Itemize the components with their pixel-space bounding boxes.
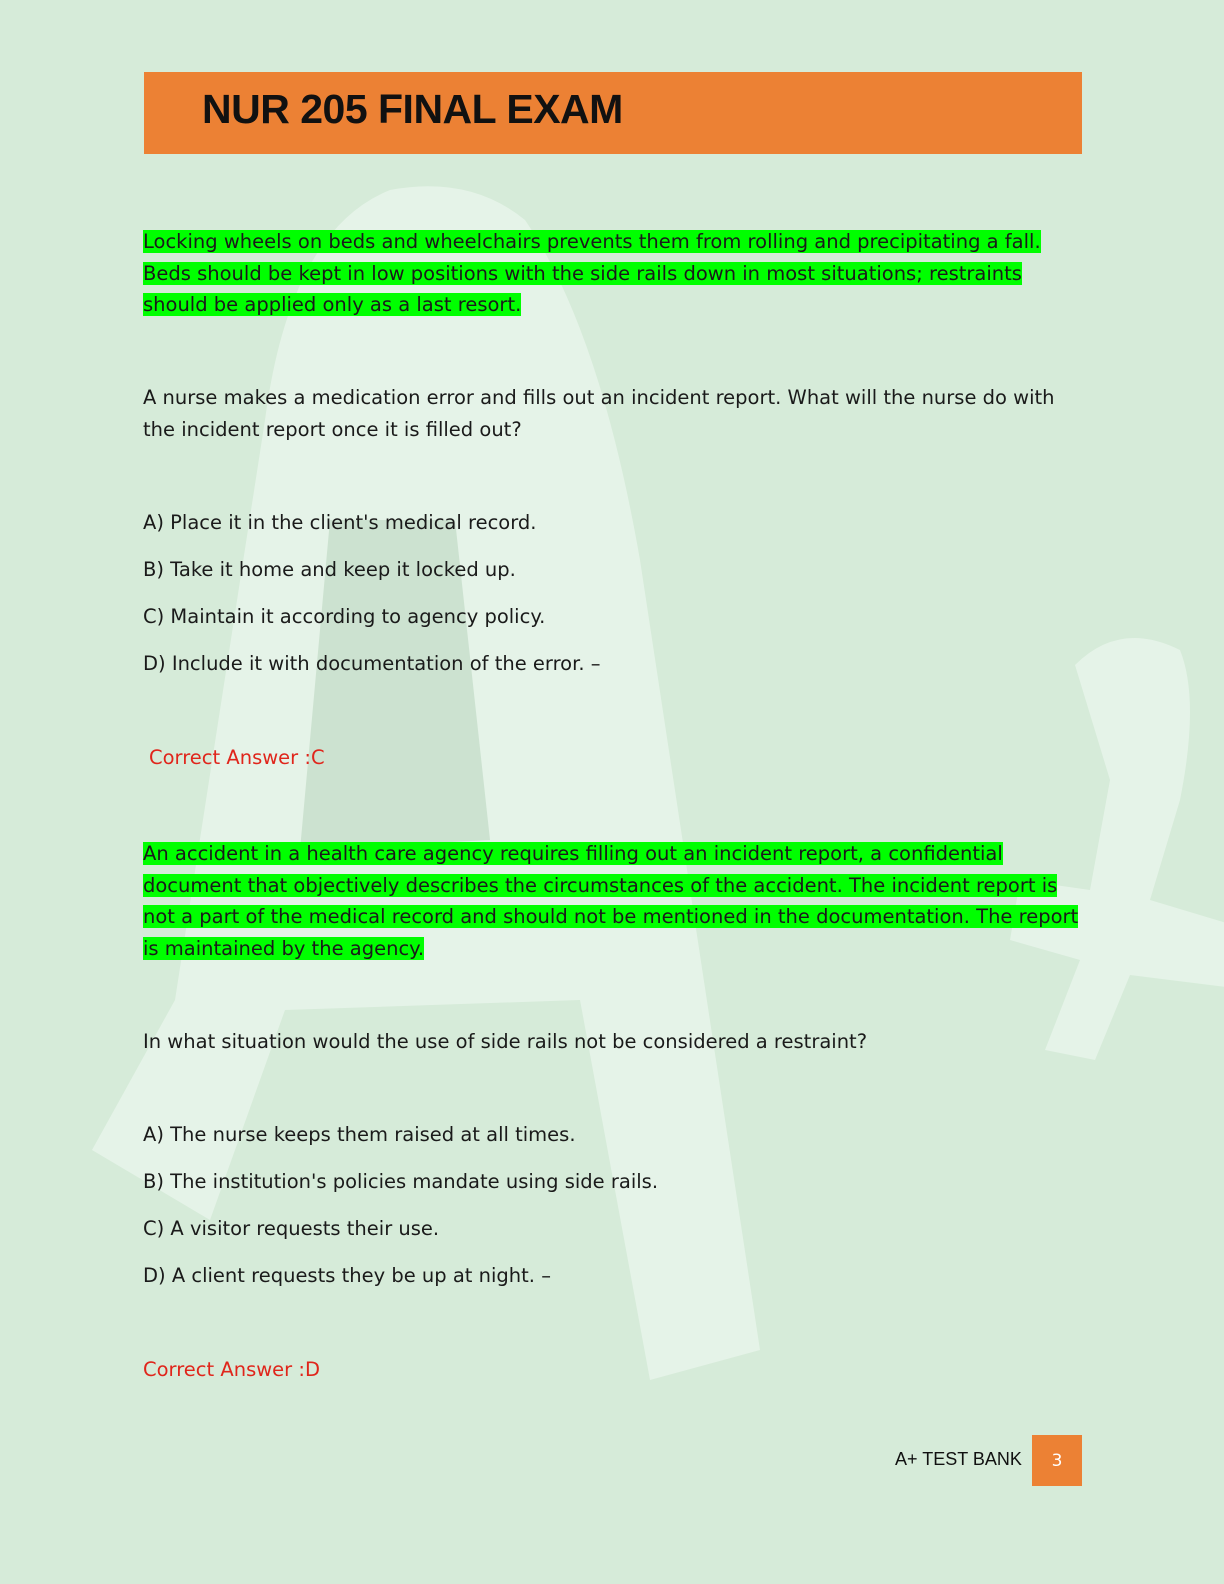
- question-2-option-a: A) The nurse keeps them raised at all times.: [143, 1123, 576, 1146]
- header-banner: [144, 72, 1082, 154]
- question-1-option-d: D) Include it with documentation of the error. –: [143, 652, 601, 675]
- question-1-correct-answer: Correct Answer :C: [149, 746, 325, 769]
- highlighted-rationale-1: Locking wheels on beds and wheelchairs prevents them from rolling and precipitating a fall. Beds should be kept in low positions with the side rails down in most situations; restraints should be applied only as a last resort.: [143, 230, 1041, 316]
- page-title: NUR 205 FINAL EXAM: [202, 86, 623, 132]
- page-number-badge: [1032, 1435, 1082, 1486]
- rationale-paragraph-2: [143, 838, 1083, 964]
- question-2-option-b: B) The institution's policies mandate using side rails.: [143, 1170, 659, 1193]
- footer-label: A+ TEST BANK: [895, 1449, 1022, 1469]
- page-number: 3: [1051, 1450, 1063, 1471]
- question-1-option-c: C) Maintain it according to agency policy.: [143, 605, 546, 628]
- question-1-text: A nurse makes a medication error and fills out an incident report. What will the nurse do with the incident report once it is filled out?: [143, 386, 1055, 441]
- question-1-option-b: B) Take it home and keep it locked up.: [143, 558, 516, 581]
- highlighted-rationale-2: An accident in a health care agency requires filling out an incident report, a confidential document that objectively describes the circumstances of the accident. The incident report is not a part of the medical record and should not be mentioned in the documentation. The report is maintained by the agency.: [143, 842, 1079, 960]
- question-2-correct-answer: Correct Answer :D: [143, 1358, 320, 1381]
- question-2-text: In what situation would the use of side rails not be considered a restraint?: [143, 1030, 868, 1053]
- rationale-paragraph-1: [143, 226, 1083, 321]
- question-2-option-d: D) A client requests they be up at night. –: [143, 1264, 551, 1287]
- question-2-option-c: C) A visitor requests their use.: [143, 1217, 440, 1240]
- question-1-option-a: A) Place it in the client's medical record.: [143, 511, 537, 534]
